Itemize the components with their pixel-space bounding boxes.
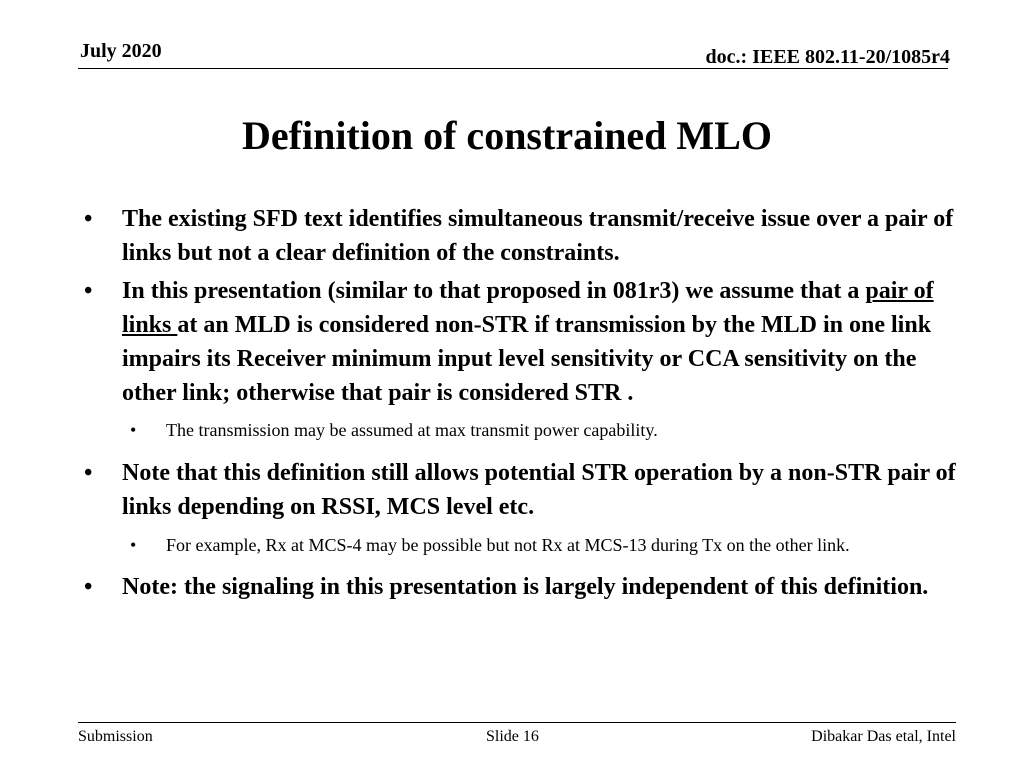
header-date: July 2020 xyxy=(80,40,162,62)
header-divider xyxy=(78,68,948,69)
bullet-4 xyxy=(80,570,970,604)
bullet-2-text-before: In this presentation (similar to that proposed in 081r3) we assume that a xyxy=(122,278,866,304)
bullet-2-text-after: at an MLD is considered non-STR if transmission by the MLD in one link impairs its Receiver minimum input level sensitivity or CCA sensitivity on the other link; otherwise that pair is considered STR . xyxy=(122,312,932,406)
bullet-2-sub-text: The transmission may be assumed at max transmit power capability. xyxy=(166,420,658,440)
bullet-1 xyxy=(80,202,970,270)
bullet-4-marker: • xyxy=(84,574,93,600)
bullet-2-marker: • xyxy=(84,278,93,304)
bullet-4-text: Note: the signaling in this presentation is largely independent of this definition. xyxy=(122,574,929,600)
bullet-2-underlined-term: pair of links xyxy=(122,278,934,338)
bullet-3-sub xyxy=(80,532,970,559)
bullet-1-marker: • xyxy=(84,206,93,232)
footer-author: Dibakar Das etal, Intel xyxy=(811,728,956,745)
bullet-1-text: The existing SFD text identifies simultaneous transmit/receive issue over a pair of links but not a clear definition of the constraints. xyxy=(122,206,954,266)
header-doc-id: doc.: IEEE 802.11-20/1085r4 xyxy=(705,46,950,68)
bullet-3-text: Note that this definition still allows potential STR operation by a non-STR pair of links depending on RSSI, MCS level etc. xyxy=(122,460,956,520)
footer-slide-number: Slide 16 xyxy=(486,728,539,745)
footer-submission: Submission xyxy=(78,728,153,745)
bullet-2-sub xyxy=(80,417,970,444)
bullet-3-sub-text: For example, Rx at MCS-4 may be possible but not Rx at MCS-13 during Tx on the other link. xyxy=(166,535,850,555)
footer-divider xyxy=(78,722,956,723)
bullet-3-marker: • xyxy=(84,460,93,486)
slide-body xyxy=(80,202,970,604)
bullet-2 xyxy=(80,274,970,410)
bullet-3 xyxy=(80,456,970,524)
bullet-2-sub-marker: • xyxy=(130,420,137,440)
slide-title: Definition of constrained MLO xyxy=(242,113,772,158)
bullet-3-sub-marker: • xyxy=(130,535,137,555)
